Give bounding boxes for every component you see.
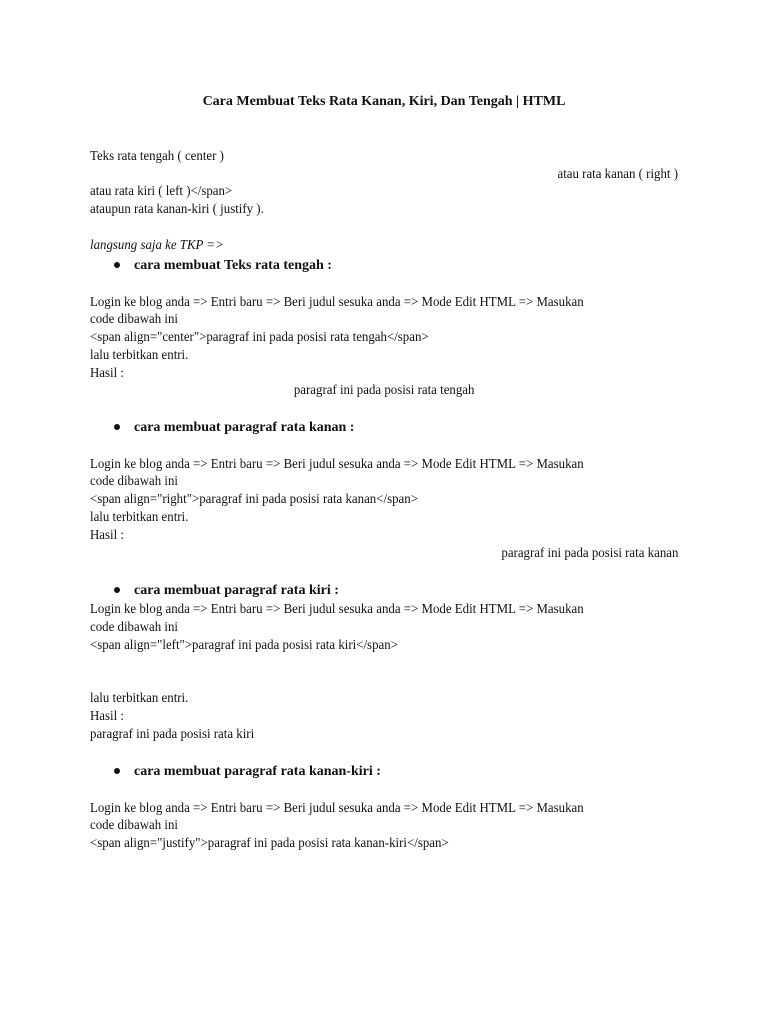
result-text: paragraf ini pada posisi rata tengah	[293, 383, 475, 398]
section-result-label: Hasil :	[90, 366, 124, 381]
section-code: <span align="center">paragraf ini pada posisi rata tengah</span>	[90, 330, 429, 345]
bullet-icon	[114, 424, 120, 430]
intro-left: atau rata kiri ( left )</span>	[90, 184, 233, 199]
section-result-right	[90, 545, 678, 563]
section-publish: lalu terbitkan entri.	[90, 348, 189, 363]
section-steps-cont: code dibawah ini	[90, 474, 178, 489]
page-title: Cara Membuat Teks Rata Kanan, Kiri, Dan Tengah | HTML	[202, 94, 566, 109]
section-steps-cont: code dibawah ini	[90, 818, 178, 833]
bullet-icon	[114, 768, 120, 774]
heading-text: cara membuat Teks rata tengah :	[134, 258, 332, 273]
result-text: paragraf ini pada posisi rata kanan	[500, 546, 678, 561]
bullet-icon	[114, 587, 120, 593]
heading-text: cara membuat paragraf rata kiri :	[134, 583, 339, 598]
section-heading-justify	[114, 763, 381, 781]
section-heading-center	[114, 257, 332, 275]
section-code: <span align="right">paragraf ini pada posisi rata kanan</span>	[90, 492, 418, 507]
intro-center: Teks rata tengah ( center )	[90, 149, 224, 164]
section-result-left: paragraf ini pada posisi rata kiri	[90, 727, 255, 742]
section-steps-cont: code dibawah ini	[90, 620, 178, 635]
section-steps: Login ke blog anda => Entri baru => Beri judul sesuka anda => Mode Edit HTML => Masukan	[90, 801, 584, 816]
heading-text: cara membuat paragraf rata kanan-kiri :	[134, 764, 381, 779]
section-result-center	[90, 382, 678, 400]
section-steps: Login ke blog anda => Entri baru => Beri judul sesuka anda => Mode Edit HTML => Masukan	[90, 602, 584, 617]
section-publish: lalu terbitkan entri.	[90, 510, 189, 525]
tkp-line: langsung saja ke TKP =>	[90, 238, 224, 253]
intro-right-text: atau rata kanan ( right )	[557, 167, 678, 182]
section-steps-cont: code dibawah ini	[90, 312, 178, 327]
section-publish: lalu terbitkan entri.	[90, 691, 189, 706]
section-steps: Login ke blog anda => Entri baru => Beri judul sesuka anda => Mode Edit HTML => Masukan	[90, 295, 584, 310]
section-result-label: Hasil :	[90, 709, 124, 724]
section-heading-right	[114, 419, 354, 437]
section-result-label: Hasil :	[90, 528, 124, 543]
bullet-icon	[114, 262, 120, 268]
section-steps: Login ke blog anda => Entri baru => Beri judul sesuka anda => Mode Edit HTML => Masukan	[90, 457, 584, 472]
section-code: <span align="justify">paragraf ini pada posisi rata kanan-kiri</span>	[90, 836, 449, 851]
section-heading-left	[114, 582, 339, 600]
intro-justify: ataupun rata kanan-kiri ( justify ).	[90, 202, 264, 217]
heading-text: cara membuat paragraf rata kanan :	[134, 420, 355, 435]
section-code: <span align="left">paragraf ini pada posisi rata kiri</span>	[90, 638, 398, 653]
intro-right	[90, 166, 678, 184]
